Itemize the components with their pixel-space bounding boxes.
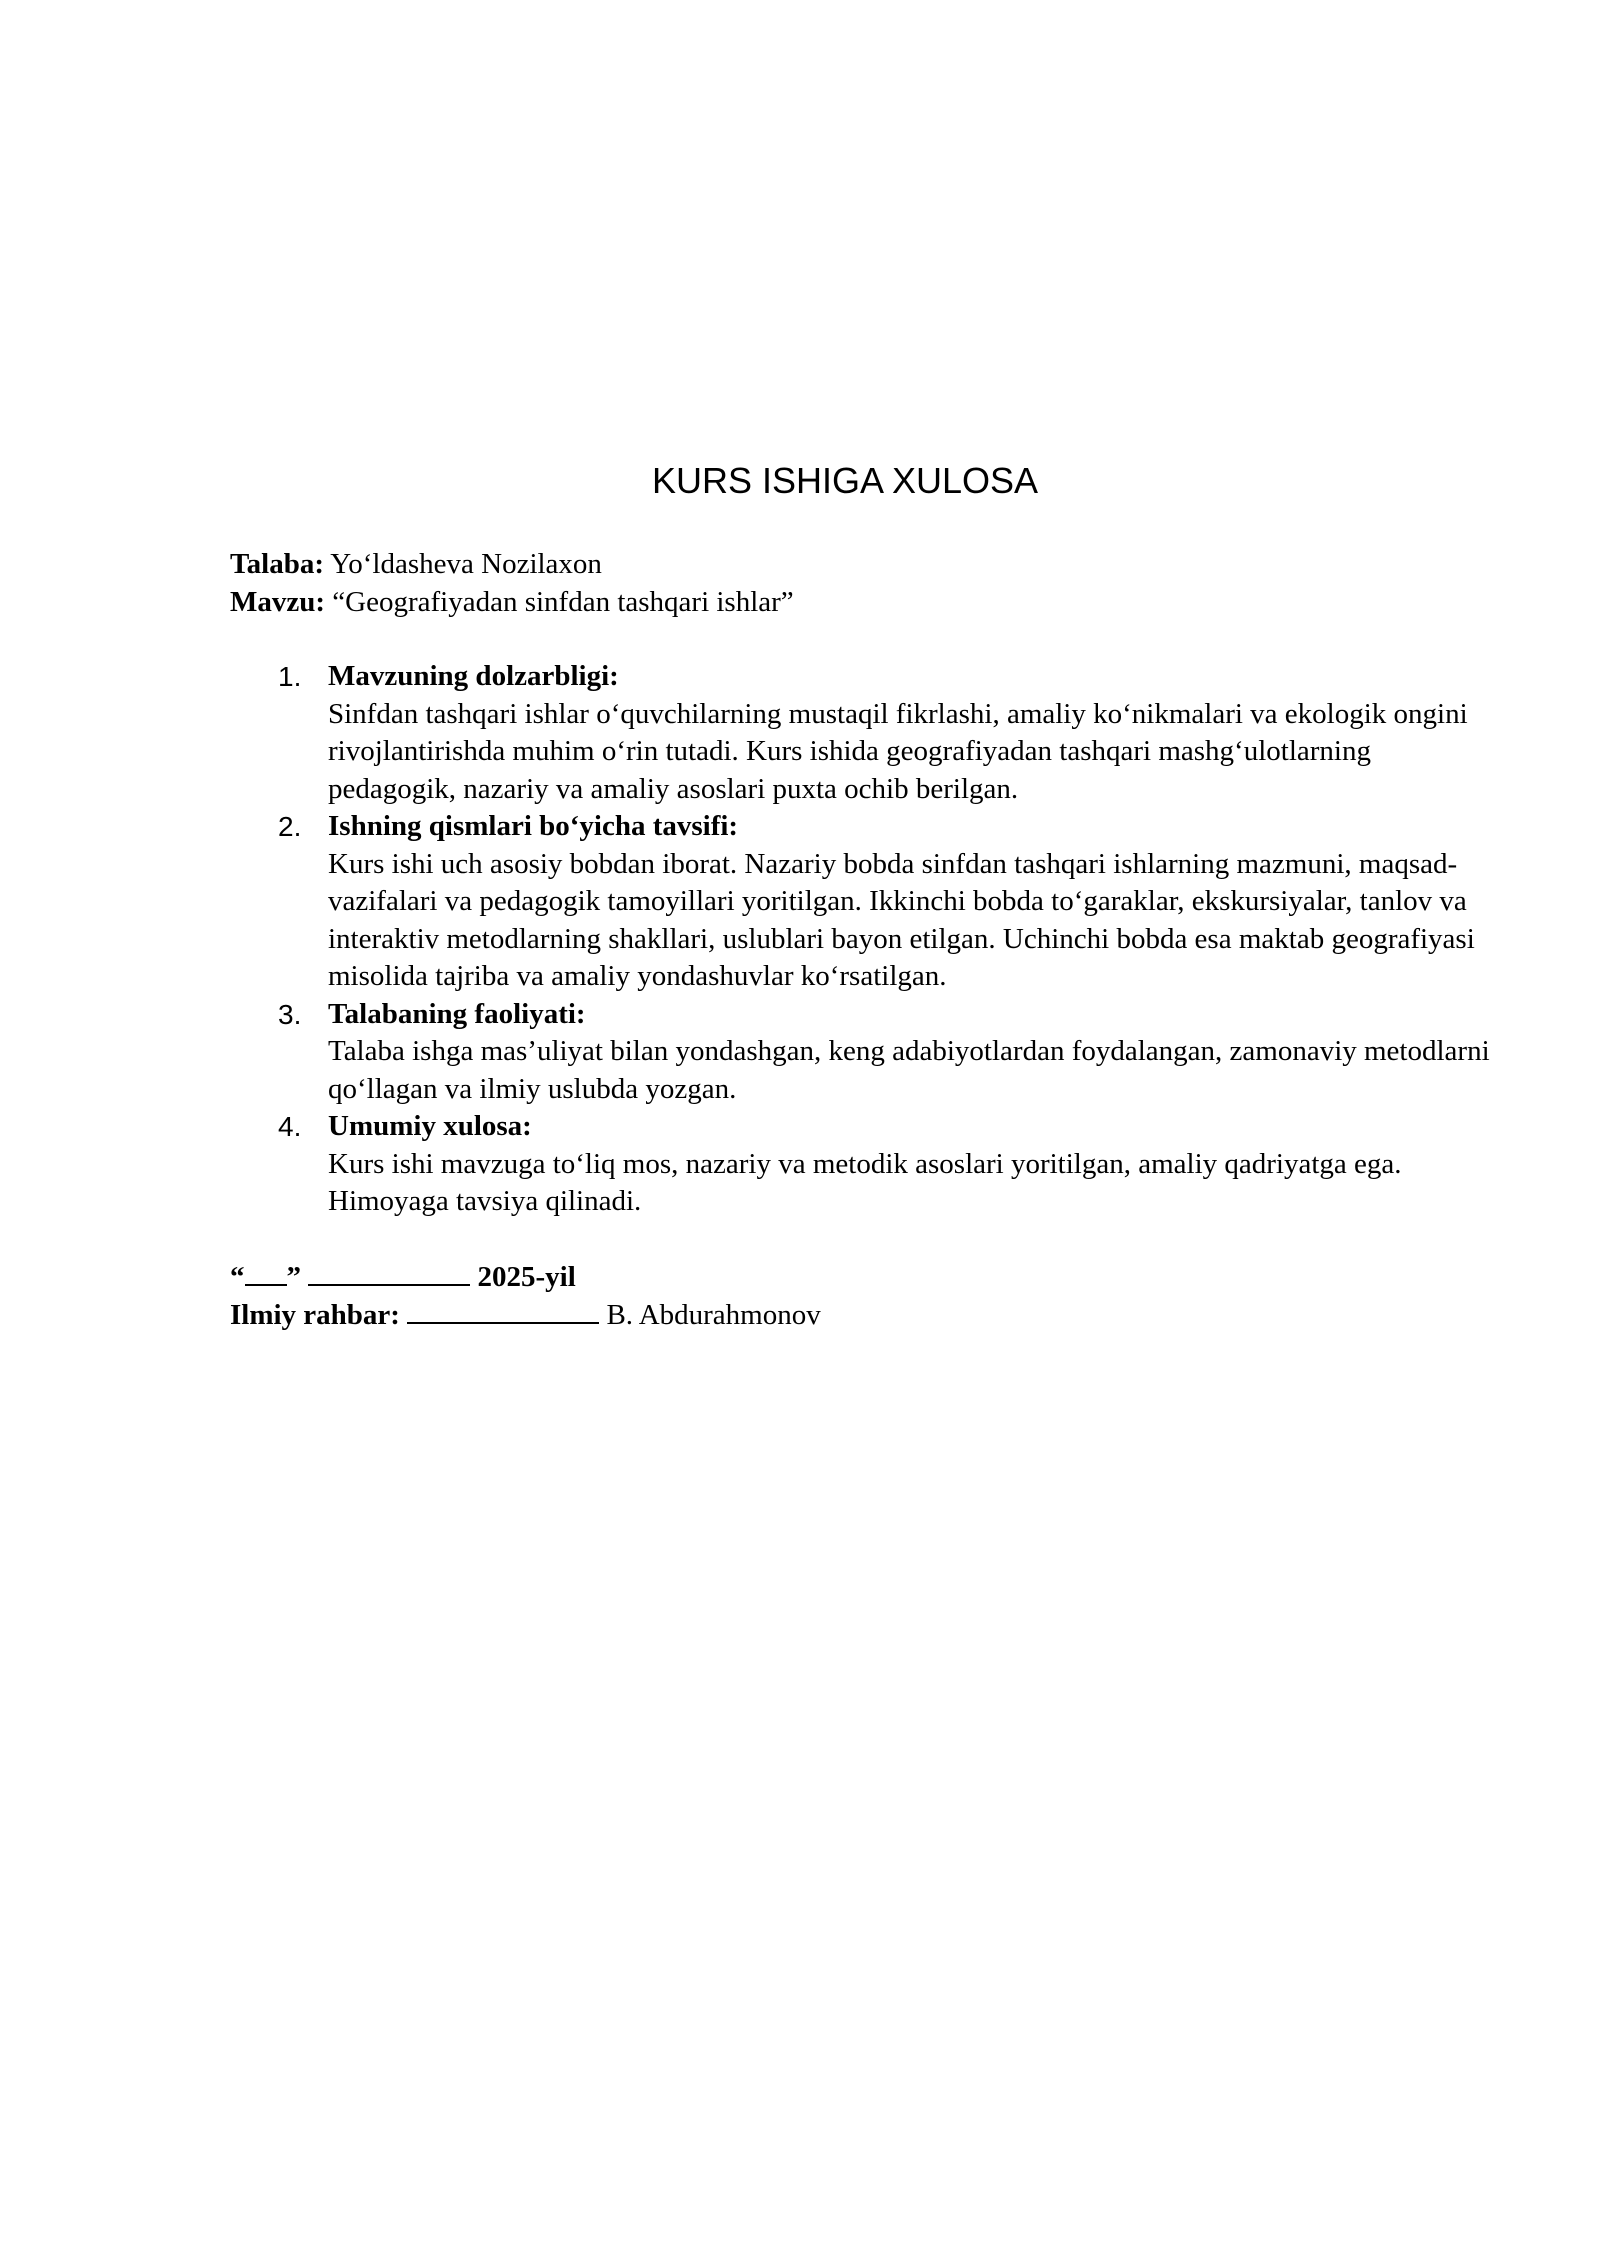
section-number: 3. [278,998,302,1030]
section-item [230,808,1490,996]
date-close-quote: ” [286,1260,301,1293]
supervisor-label: Ilmiy rahbar: [230,1299,400,1331]
signature-blank [407,1296,599,1324]
date-year: 2025-yil [477,1260,576,1293]
student-line [230,546,1490,584]
document-body [230,546,1490,1335]
section-item [230,996,1490,1109]
section-number: 4. [278,1111,302,1142]
section-number: 1. [278,661,302,692]
section-heading: Mavzuning dolzarbligi: [328,660,619,692]
document-title: KURS ISHIGA XULOSA [651,460,1039,501]
section-text: Sinfdan tashqari ishlar o‘quvchilarning mustaqil fikrlashi, amaliy ko‘nikmalari va ekologik ongini rivojlantirishda muhim o‘rin tutadi. Kurs ishida geografiyadan tashqari mashg‘ulotlarning pedagogik, nazariy va amaliy asoslari puxta ochib berilgan. [328,697,1468,805]
day-blank [245,1258,287,1286]
date-open-quote: “ [230,1260,245,1293]
section-heading: Ishning qismlari bo‘yicha tavsifi: [328,810,739,842]
section-text: Kurs ishi mavzuga to‘liq mos, nazariy va metodik asoslari yoritilgan, amaliy qadriyatga ega. Himoyaga tavsiya qilinadi. [328,1147,1402,1217]
section-text: Kurs ishi uch asosiy bobdan iborat. Nazariy bobda sinfdan tashqari ishlarning mazmuni, maqsad-vazifalari va pedagogik tamoyillari yoritilgan. Ikkinchi bobda to‘garaklar, ekskursiyalar, tanlov va interaktiv metodlarning shakllari, uslublari bayon etilgan. Uchinchi bobda esa maktab geografiyasi misolida tajriba va amaliy yondashuvlar ko‘rsatilgan. [328,847,1475,992]
student-label: Talaba: [230,548,325,580]
topic-value: “Geografiyadan sinfdan tashqari ishlar” [332,585,794,618]
month-blank [308,1258,470,1286]
supervisor-line [230,1296,1490,1335]
conclusion-sections [230,658,1490,1221]
section-item [230,658,1490,808]
section-item [230,1108,1490,1221]
section-number: 2. [278,811,302,842]
date-line [230,1258,1490,1297]
supervisor-name: B. Abdurahmonov [606,1299,821,1331]
topic-label: Mavzu: [230,585,326,618]
section-text: Talaba ishga mas’uliyat bilan yondashgan, keng adabiyotlardan foydalangan, zamonaviy metodlarni qo‘llagan va ilmiy uslubda yozgan. [328,1035,1490,1105]
signature-block [230,1258,1490,1335]
topic-line [230,584,1490,622]
section-heading: Talabaning faoliyati: [328,997,586,1030]
section-heading: Umumiy xulosa: [328,1110,532,1142]
student-name: Yo‘ldasheva Nozilaxon [330,548,602,580]
